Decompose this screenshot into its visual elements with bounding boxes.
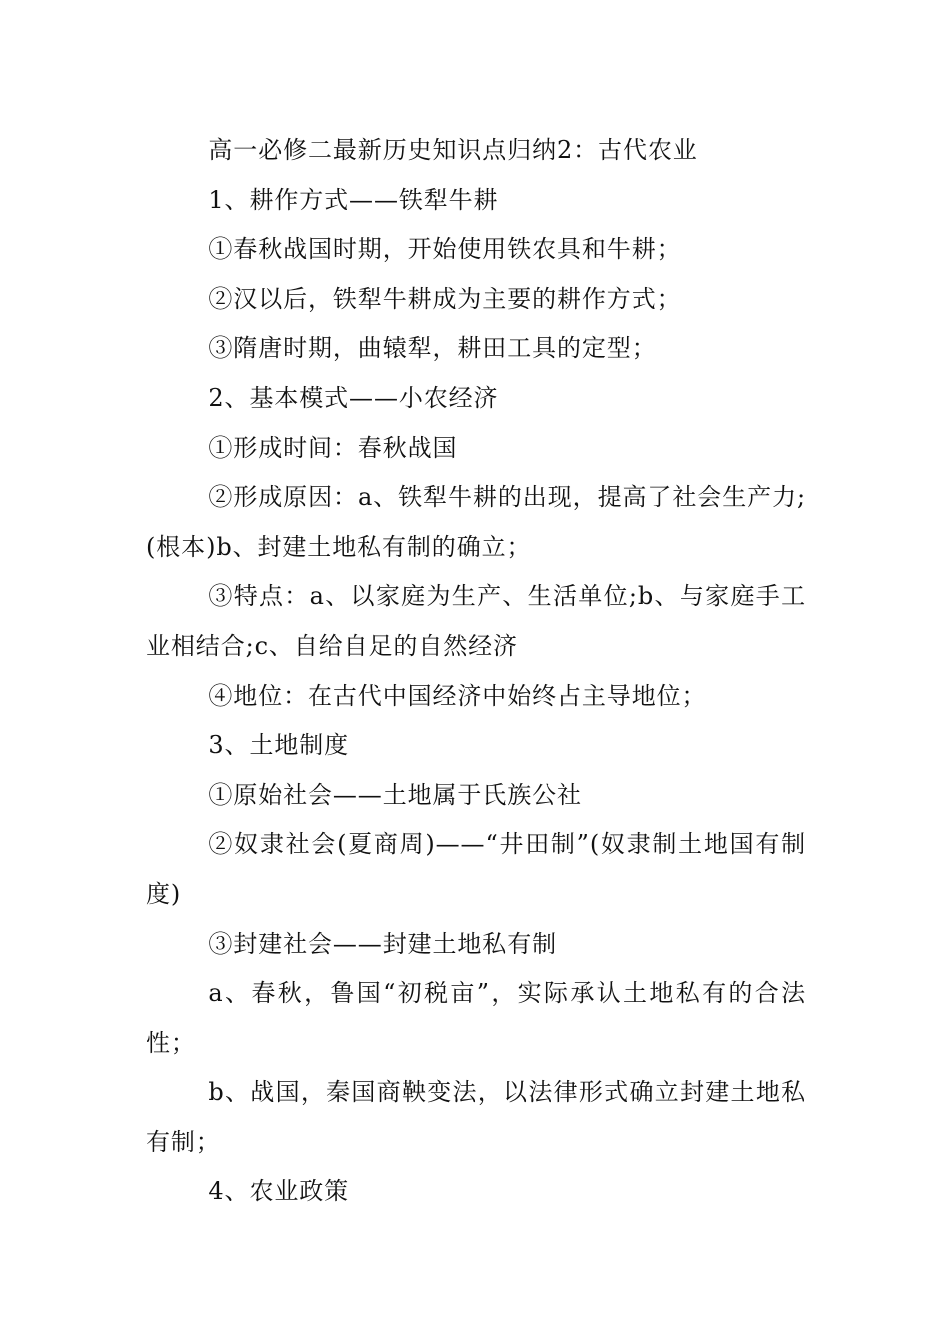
paragraph-4: ③隋唐时期，曲辕犁，耕田工具的定型； [208,334,657,363]
document-title: 高一必修二最新历史知识点归纳2：古代农业 [208,136,698,164]
paragraph-14: a、春秋，鲁国“初税亩”，实际承认土地私有的合法性； [146,979,806,1057]
paragraph-7: ②形成原因：a、铁犁牛耕的出现，提高了社会生产力;(根本)b、封建土地私有制的确立； [146,483,806,561]
paragraph-10: 3、土地制度 [208,731,350,760]
document-body [146,126,806,1217]
paragraph-8: ③特点：a、以家庭为生产、生活单位;b、与家庭手工业相结合;c、自给自足的自然经济 [146,582,806,660]
paragraph-15: b、战国，秦国商鞅变法，以法律形式确立封建土地私有制； [146,1078,806,1156]
paragraph-6: ①形成时间：春秋战国 [208,433,458,462]
paragraph-5: 2、基本模式——小农经济 [208,383,499,412]
paragraph-9: ④地位：在古代中国经济中始终占主导地位； [208,681,707,710]
paragraph-3: ②汉以后，铁犁牛耕成为主要的耕作方式； [208,284,682,313]
paragraph-12: ②奴隶社会(夏商周)——“井田制”(奴隶制土地国有制度) [146,830,806,908]
paragraph-1: 1、耕作方式——铁犁牛耕 [208,185,499,214]
paragraph-11: ①原始社会——土地属于氏族公社 [208,780,582,809]
paragraph-2: ①春秋战国时期，开始使用铁农具和牛耕； [208,235,682,264]
paragraph-16: 4、农业政策 [208,1177,350,1206]
paragraph-13: ③封建社会——封建土地私有制 [208,929,557,958]
